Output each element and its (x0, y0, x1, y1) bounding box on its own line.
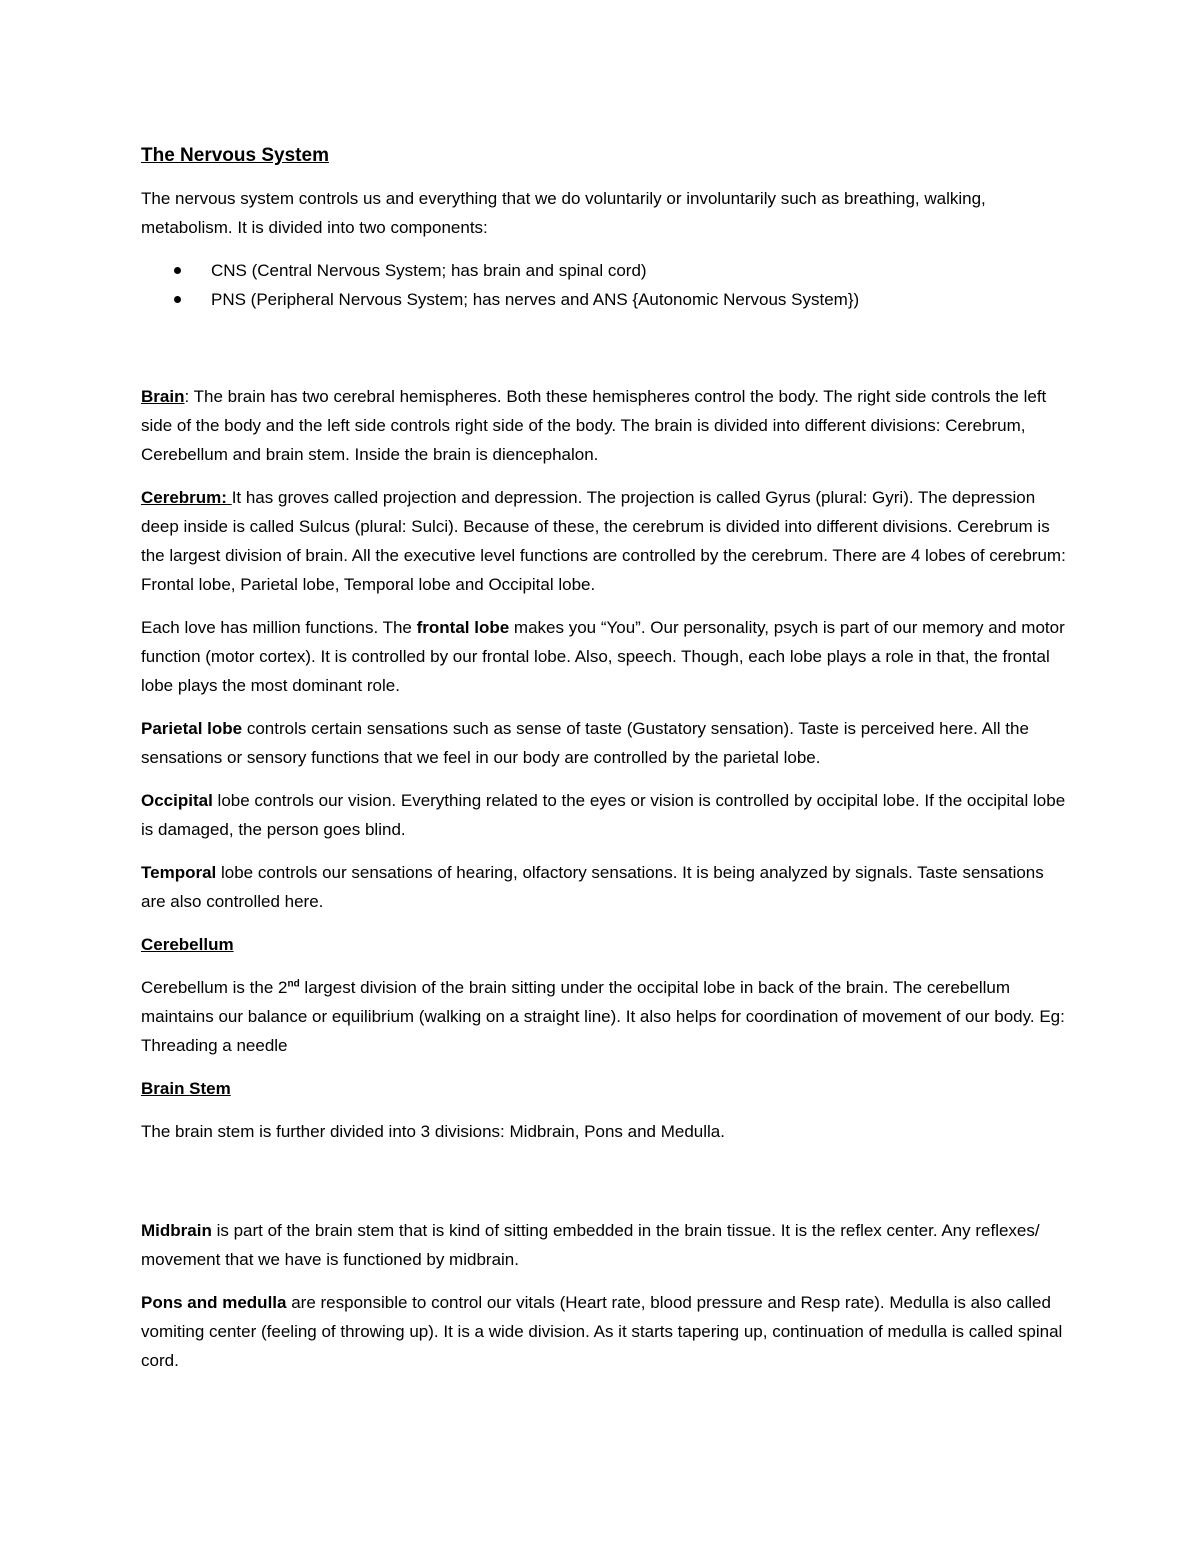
cerebellum-ordinal-suffix: nd (287, 978, 300, 990)
components-list (141, 256, 1071, 314)
document-title: The Nervous System (141, 145, 329, 166)
bullet-icon (174, 267, 181, 274)
brain-text: : The brain has two cerebral hemispheres. Both these hemispheres control the body. The right side controls the left side of the body and the left side controls right side of the body. The brain is divided into different divisions: Cerebrum, Cerebellum and brain stem. Inside the brain is diencephalon. (141, 387, 1047, 464)
temporal-lobe-text: lobe controls our sensations of hearing, olfactory sensations. It is being analyzed by signals. Taste sensations are also controlled here. (141, 863, 1044, 911)
cerebellum-heading-text: Cerebellum (141, 935, 234, 954)
parietal-lobe-text: controls certain sensations such as sense of taste (Gustatory sensation). Taste is perceived here. All the sensations or sensory functions that we feel in our body are controlled by the parietal lobe. (141, 719, 1029, 767)
temporal-lobe-paragraph (141, 858, 1071, 916)
list-item (141, 285, 1071, 314)
cerebellum-heading (141, 930, 1071, 959)
brain-label: Brain (141, 387, 185, 406)
brain-stem-paragraph: The brain stem is further divided into 3 divisions: Midbrain, Pons and Medulla. (141, 1122, 725, 1141)
cerebrum-paragraph (141, 483, 1071, 599)
pons-medulla-paragraph (141, 1288, 1071, 1375)
occipital-lobe-label: Occipital (141, 791, 213, 810)
cerebrum-label: Cerebrum: (141, 488, 232, 507)
list-item-text: PNS (Peripheral Nervous System; has nerves and ANS {Autonomic Nervous System}) (211, 290, 860, 309)
list-item-text: CNS (Central Nervous System; has brain and spinal cord) (211, 261, 647, 280)
cerebellum-text: largest division of the brain sitting under the occipital lobe in back of the brain. The cerebellum maintains our balance or equilibrium (walking on a straight line). It also helps for coordination of movement of our body. Eg: Threading a needle (141, 978, 1065, 1055)
intro-paragraph: The nervous system controls us and everything that we do voluntarily or involuntarily such as breathing, walking, metabolism. It is divided into two components: (141, 189, 986, 237)
pons-medulla-label: Pons and medulla (141, 1293, 287, 1312)
frontal-lobe-paragraph (141, 613, 1071, 700)
frontal-lobe-label: frontal lobe (416, 618, 510, 637)
parietal-lobe-paragraph (141, 714, 1071, 772)
brain-stem-heading (141, 1074, 1071, 1103)
pons-medulla-text: are responsible to control our vitals (Heart rate, blood pressure and Resp rate). Medulla is also called vomiting center (feeling of throwing up). It is a wide division. As it starts tapering up, continuation of medulla is called spinal cord. (141, 1293, 1063, 1370)
document-body (141, 141, 1071, 1389)
frontal-lobe-text: makes you “You”. Our personality, psych is part of our memory and motor function (motor cortex). It is controlled by our frontal lobe. Also, speech. Though, each lobe plays a role in that, the frontal lobe plays the most dominant role. (141, 618, 1065, 695)
list-item (141, 256, 1071, 285)
cerebellum-paragraph (141, 973, 1071, 1060)
brain-paragraph (141, 382, 1071, 469)
bullet-icon (174, 296, 181, 303)
brain-stem-heading-text: Brain Stem (141, 1079, 231, 1098)
frontal-lobe-pre: Each love has million functions. The (141, 618, 417, 637)
cerebellum-pre: Cerebellum is the 2 (141, 978, 288, 997)
occipital-lobe-text: lobe controls our vision. Everything related to the eyes or vision is controlled by occipital lobe. If the occipital lobe is damaged, the person goes blind. (141, 791, 1066, 839)
cerebrum-text: It has groves called projection and depression. The projection is called Gyrus (plural: Gyri). The depression deep inside is called Sulcus (plural: Sulci). Because of these, the cerebrum is divided into different divisions. Cerebrum is the largest division of brain. All the executive level functions are controlled by the cerebrum. There are 4 lobes of cerebrum: Frontal lobe, Parietal lobe, Temporal lobe and Occipital lobe. (141, 488, 1066, 594)
midbrain-label: Midbrain (141, 1221, 212, 1240)
parietal-lobe-label: Parietal lobe (141, 719, 243, 738)
temporal-lobe-label: Temporal (141, 863, 217, 882)
midbrain-paragraph (141, 1216, 1071, 1274)
midbrain-text: is part of the brain stem that is kind of sitting embedded in the brain tissue. It is the reflex center. Any reflexes/ movement that we have is functioned by midbrain. (141, 1221, 1040, 1269)
occipital-lobe-paragraph (141, 786, 1071, 844)
